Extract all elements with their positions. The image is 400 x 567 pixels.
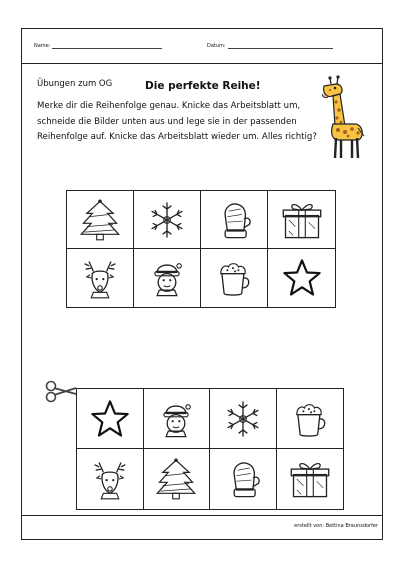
gift-icon <box>288 457 332 501</box>
date-line[interactable] <box>228 43 333 49</box>
snowman-icon <box>154 397 198 441</box>
star-icon <box>280 256 324 300</box>
instructions-text: Merke dir die Reihenfolge genau. Knicke das Arbeitsblatt um, schneide die Bilder unten aus und lege sie in der passenden Reihenfolge auf. Knicke das Arbeitsblatt wieder um. Alles richtig? <box>37 101 317 142</box>
scissors-icon <box>44 379 78 403</box>
grid-cell <box>268 249 335 307</box>
reindeer-icon <box>78 256 122 300</box>
mitten-icon <box>221 457 265 501</box>
sequence-grid-top <box>66 190 336 308</box>
star-icon <box>88 397 132 441</box>
cutout-cell[interactable] <box>144 389 211 449</box>
mitten-icon <box>212 198 256 242</box>
cutout-cell[interactable] <box>210 449 277 509</box>
grid-cell <box>201 191 268 249</box>
header-divider <box>21 63 383 64</box>
footer-divider <box>21 515 383 516</box>
date-label: Datum: <box>207 43 226 49</box>
cutout-cell[interactable] <box>277 389 344 449</box>
name-label: Name: <box>34 43 51 49</box>
name-field[interactable] <box>34 43 162 49</box>
grid-cell <box>134 191 201 249</box>
cutout-cell[interactable] <box>77 449 144 509</box>
christmas-tree-icon <box>78 198 122 242</box>
name-line[interactable] <box>52 43 162 49</box>
giraffe-icon <box>318 74 366 162</box>
credit-text: erstellt von: Bettina Braunsdorfer <box>294 523 378 529</box>
grid-cell <box>67 191 134 249</box>
cutout-cell[interactable] <box>277 449 344 509</box>
christmas-tree-icon <box>154 457 198 501</box>
cutout-cell[interactable] <box>77 389 144 449</box>
snowflake-icon <box>145 198 189 242</box>
subject-label: Übungen zum OG <box>37 79 113 89</box>
snowflake-icon <box>221 397 265 441</box>
cutout-grid-bottom <box>76 388 344 510</box>
cutout-cell[interactable] <box>210 389 277 449</box>
hot-cocoa-icon <box>212 256 256 300</box>
grid-cell <box>268 191 335 249</box>
snowman-icon <box>145 256 189 300</box>
grid-cell <box>134 249 201 307</box>
cutout-cell[interactable] <box>144 449 211 509</box>
reindeer-icon <box>88 457 132 501</box>
grid-cell <box>67 249 134 307</box>
date-field[interactable] <box>207 43 333 49</box>
gift-icon <box>280 198 324 242</box>
hot-cocoa-icon <box>288 397 332 441</box>
page-title: Die perfekte Reihe! <box>145 80 261 92</box>
grid-cell <box>201 249 268 307</box>
